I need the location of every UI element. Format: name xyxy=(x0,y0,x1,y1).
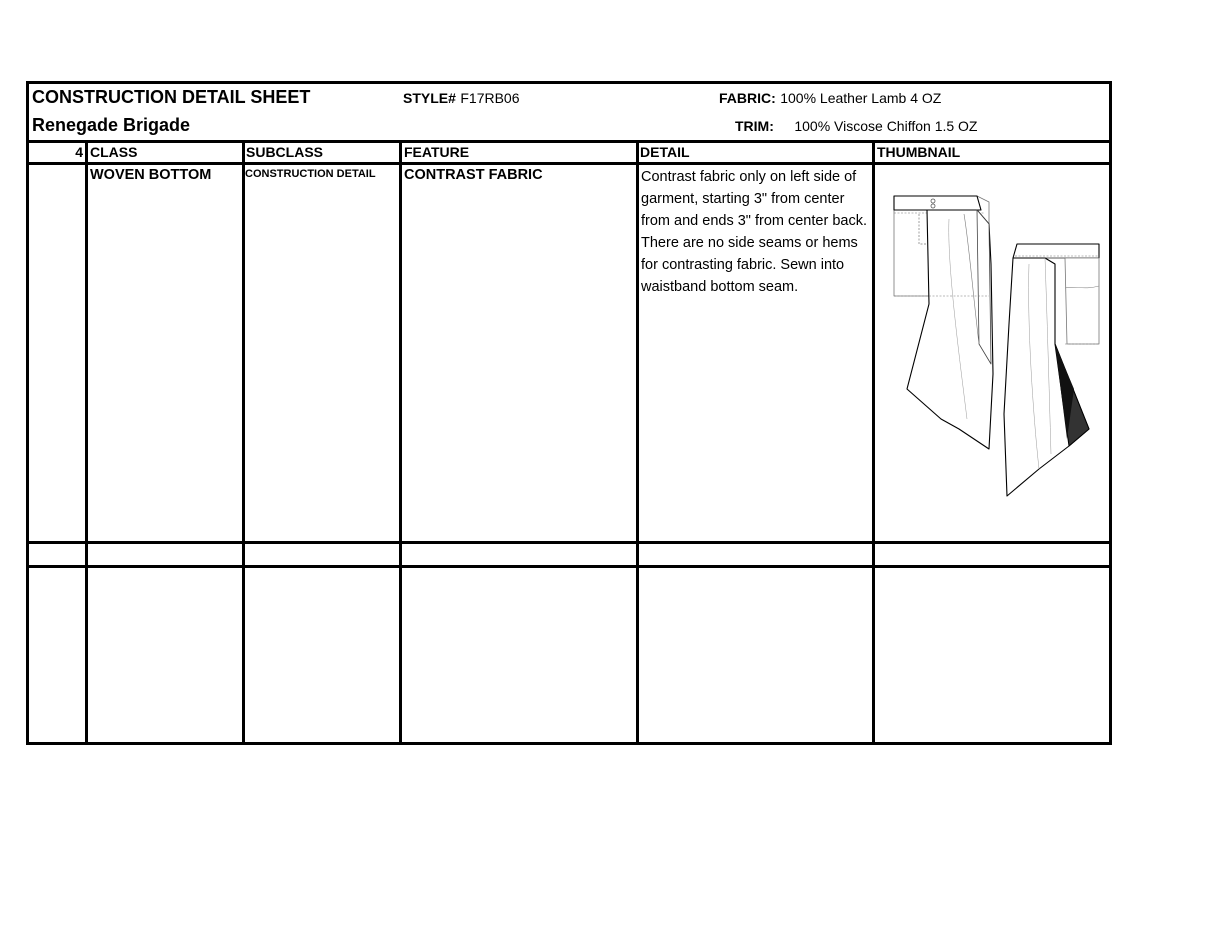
divider xyxy=(29,565,1109,568)
style-field xyxy=(403,90,520,108)
detail-text: Contrast fabric only on left side of garment, starting 3" from center from and ends 3" from center back. There are no side seams or hems for contrasting fabric. Sewn into waistband bottom seam. xyxy=(641,169,867,295)
fabric-label: FABRIC: xyxy=(719,90,776,106)
divider xyxy=(29,541,1109,544)
trim-field xyxy=(735,118,978,136)
divider xyxy=(29,140,1109,143)
column-header-feature: FEATURE xyxy=(404,144,470,160)
column-header-subclass: SUBCLASS xyxy=(246,144,324,160)
column-divider xyxy=(636,140,639,742)
construction-detail-sheet xyxy=(26,81,1112,745)
subclass-value: CONSTRUCTION DETAIL xyxy=(245,168,376,180)
style-label: STYLE# xyxy=(403,90,456,106)
column-divider xyxy=(242,140,245,742)
fabric-value: 100% Leather Lamb 4 OZ xyxy=(780,90,942,106)
column-header-thumbnail: THUMBNAIL xyxy=(877,144,961,160)
style-value: F17RB06 xyxy=(460,90,520,106)
column-header-class: CLASS xyxy=(90,144,138,160)
class-value: WOVEN BOTTOM xyxy=(90,167,212,183)
fabric-field xyxy=(719,90,941,108)
divider xyxy=(29,162,1109,165)
trim-value: 100% Viscose Chiffon 1.5 OZ xyxy=(794,118,978,134)
column-divider xyxy=(85,140,88,742)
column-divider xyxy=(399,140,402,742)
column-divider xyxy=(872,140,875,742)
column-header-detail: DETAIL xyxy=(640,144,690,160)
skirt-sketch-icon xyxy=(889,184,1109,514)
trim-label: TRIM: xyxy=(735,118,774,134)
feature-value: CONTRAST FABRIC xyxy=(404,167,543,183)
brand-name: Renegade Brigade xyxy=(32,115,191,135)
sheet-title: CONSTRUCTION DETAIL SHEET xyxy=(32,87,311,107)
row-number: 4 xyxy=(75,144,83,160)
